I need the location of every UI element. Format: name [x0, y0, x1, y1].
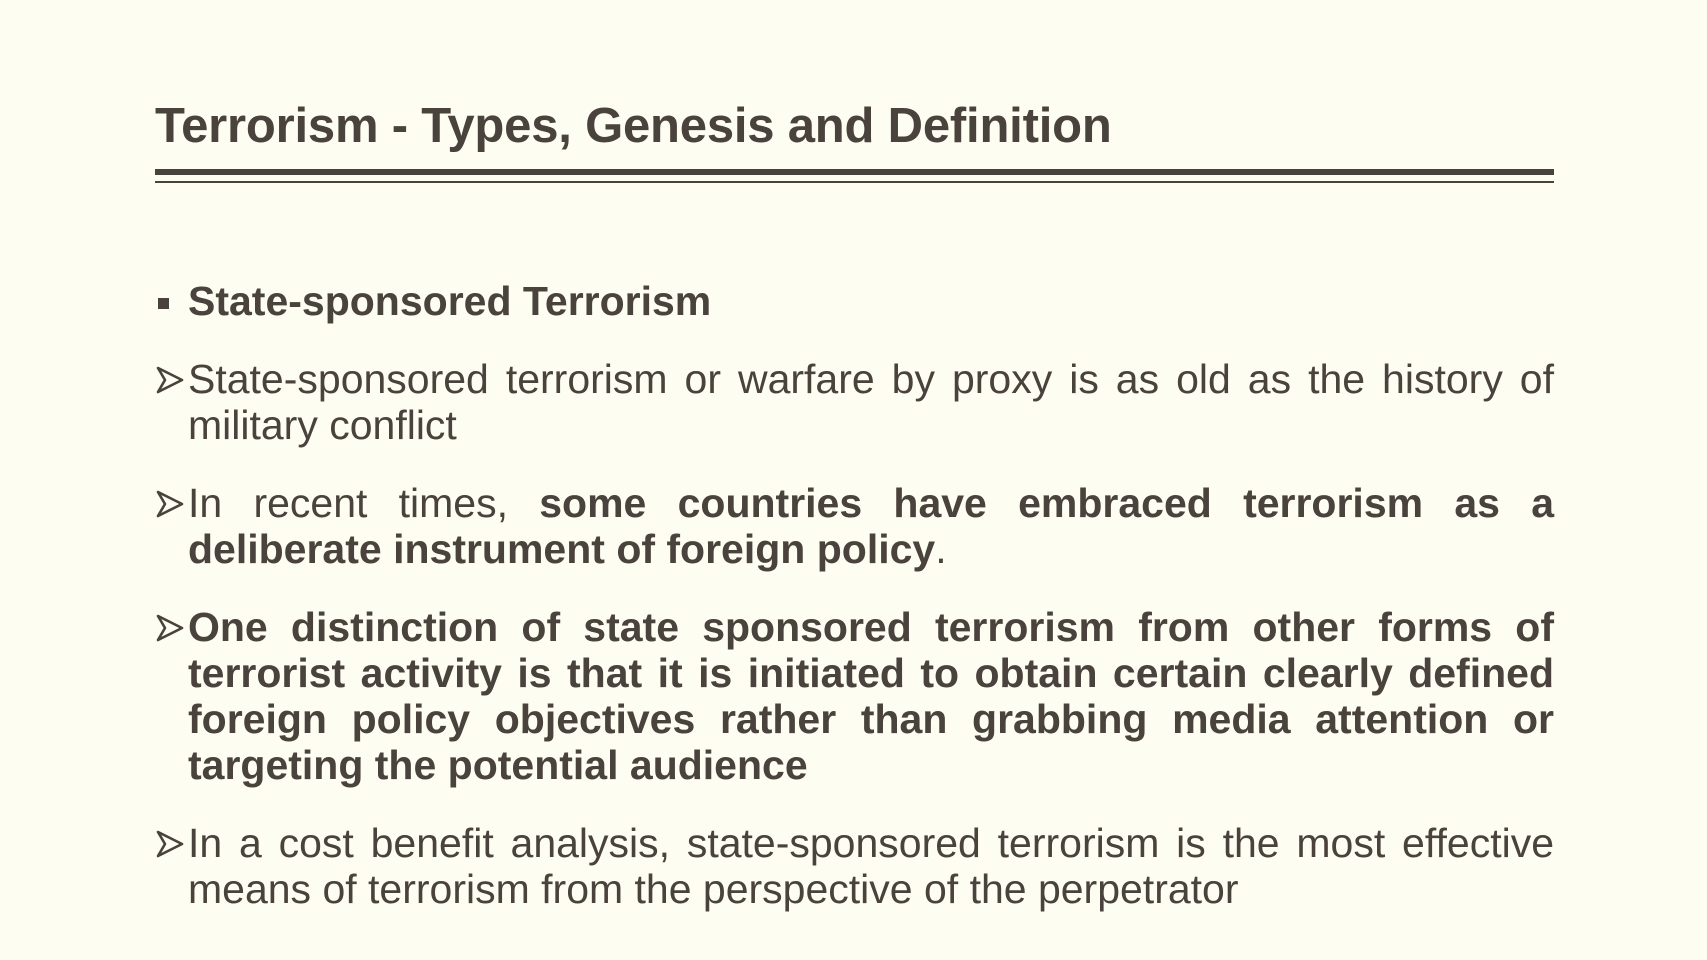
bullet-text — [188, 356, 1554, 448]
bullet-point — [155, 356, 1554, 448]
bullet-point — [155, 480, 1554, 572]
text-segment: State-sponsored terrorism or warfare by proxy is as old as the history of military conflict — [188, 356, 1554, 448]
bullet-list — [155, 356, 1554, 912]
slide-content — [155, 278, 1554, 944]
bullet-point — [155, 604, 1554, 788]
bold-text-segment: One distinction of state sponsored terrorism from other forms of terrorist activity is that it is initiated to obtain certain clearly defined foreign policy objectives rather than grabbing media attention or targeting the potential audience — [188, 604, 1554, 788]
bullet-text — [188, 480, 1554, 572]
title-underline-thin — [155, 181, 1554, 183]
bullet-text — [188, 820, 1554, 912]
text-segment: In recent times, — [188, 480, 540, 526]
slide-title: Terrorism - Types, Genesis and Definition — [155, 99, 1112, 153]
bullet-text — [188, 604, 1554, 788]
section-heading: State-sponsored Terrorism — [188, 278, 712, 324]
bold-text-segment: some countries have embraced terrorism as a deliberate instrument of foreign policy — [188, 480, 1554, 572]
text-segment: In a cost benefit analysis, state-sponsored terrorism is the most effective means of terrorism from the perspective of the perpetrator — [188, 820, 1554, 912]
text-segment: . — [935, 526, 947, 572]
bullet-point — [155, 820, 1554, 912]
heading-bullet-item — [155, 278, 1554, 324]
title-underline-thick — [155, 169, 1554, 175]
